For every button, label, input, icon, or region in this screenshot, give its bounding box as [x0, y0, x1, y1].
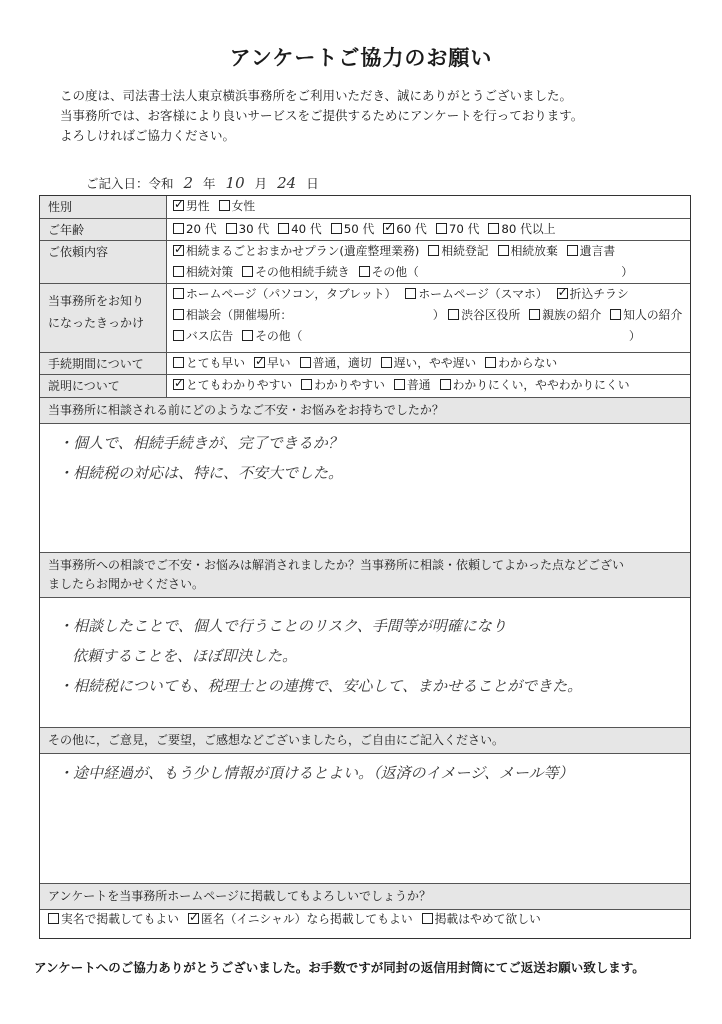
date-year-unit: 年: [203, 176, 216, 191]
label-source-line1: 当事務所をお知り: [48, 294, 145, 308]
checkbox-option[interactable]: [173, 308, 292, 322]
q1-answer-line: ・相続税の対応は、特に、不安大でした。: [58, 464, 344, 482]
row-gender: [40, 196, 690, 219]
checkbox-label: 相続対策: [186, 265, 234, 279]
row-request: [40, 241, 690, 284]
checkbox-option[interactable]: [381, 356, 477, 370]
checkbox-label: わかりやすい: [314, 378, 385, 392]
q4-section: [40, 884, 690, 938]
checkbox-option[interactable]: [485, 356, 557, 370]
checkbox-option[interactable]: [428, 244, 488, 258]
q1-answer-line: ・個人で、相続手続きが、完了できるか？: [58, 434, 343, 452]
checkbox-label: 70 代: [448, 222, 480, 236]
checkbox-option[interactable]: [301, 378, 385, 392]
q2-answer[interactable]: [58, 611, 680, 701]
options-gender: [167, 196, 690, 217]
checkbox-label: 80 代以上: [501, 222, 556, 236]
checkbox-option[interactable]: [173, 356, 245, 370]
checkbox-label: 40 代: [291, 222, 322, 236]
options-period: [167, 353, 690, 374]
label-source: [40, 284, 167, 352]
checkbox-option[interactable]: [173, 199, 210, 213]
label-age: ご年齢: [40, 219, 167, 240]
checkbox-label: 知人の紹介: [623, 308, 683, 322]
checkbox-option[interactable]: [394, 378, 431, 392]
checked-checkbox-icon[interactable]: [557, 288, 568, 299]
date-month-unit: 月: [254, 176, 268, 191]
checkbox-icon[interactable]: [173, 266, 184, 277]
checkbox-icon[interactable]: [529, 309, 540, 320]
checkbox-label: 折込チラシ: [569, 287, 629, 301]
checked-checkbox-icon[interactable]: [173, 379, 184, 390]
row-explain: [40, 375, 690, 398]
checkbox-icon[interactable]: [173, 223, 184, 234]
checkbox-label: 渋谷区役所: [461, 308, 521, 322]
checked-checkbox-icon[interactable]: [254, 357, 265, 368]
options-explain: [167, 375, 690, 396]
checkbox-label: 遅い，やや遅い: [393, 356, 477, 370]
label-source-line2: になったきっかけ: [48, 316, 145, 330]
checkbox-icon[interactable]: [301, 379, 312, 390]
intro-line: 当事務所では、お客様により良いサービスをご提供するためにアンケートを行っております。: [60, 108, 584, 123]
checkbox-label: 相続放棄: [510, 244, 558, 258]
source-line-2-a: [173, 308, 301, 322]
request-line-2: [173, 262, 690, 283]
survey-form: [39, 195, 691, 939]
q1-question: 当事務所に相談される前にどのようなご不安・お悩みをお持ちでしたか？: [40, 398, 690, 424]
label-explain: 説明について: [40, 375, 167, 397]
checkbox-label: バス広告: [186, 329, 234, 343]
q3-answer-line: ・途中経過が、もう少し情報が頂けるとよい。（返済のイメージ、メール等）: [58, 764, 574, 782]
checkbox-icon[interactable]: [242, 266, 253, 277]
row-age: [40, 219, 690, 241]
checkbox-label: わかりにくい，ややわかりにくい: [452, 378, 630, 392]
label-gender: 性別: [40, 196, 167, 218]
intro-text: [60, 86, 583, 146]
q1-answer[interactable]: [58, 428, 680, 488]
checkbox-option[interactable]: [188, 912, 413, 926]
checkbox-option[interactable]: [498, 244, 558, 258]
checkbox-label: その他（: [371, 265, 419, 279]
checkbox-option[interactable]: [173, 329, 233, 343]
checkbox-icon[interactable]: [428, 245, 439, 256]
checkbox-icon[interactable]: [242, 330, 253, 341]
checkbox-icon[interactable]: [359, 266, 370, 277]
checkbox-label: 遺言書: [579, 244, 616, 258]
row-period: [40, 353, 690, 375]
checkbox-option[interactable]: [422, 912, 541, 926]
checkbox-option[interactable]: [331, 222, 375, 236]
source-other-close: ）: [628, 329, 641, 343]
checkbox-icon[interactable]: [498, 245, 509, 256]
checkbox-icon[interactable]: [405, 288, 416, 299]
q3-section: [40, 728, 690, 884]
checkbox-option[interactable]: [242, 329, 302, 343]
q1-section: [40, 398, 690, 553]
checkbox-label: 普通，適切: [312, 356, 372, 370]
source-line-3: [173, 326, 690, 347]
date-day-unit: 日: [306, 176, 319, 191]
q2-answer-line: ・相談したことで、個人で行うことのリスク、手間等が明確になり: [58, 617, 507, 635]
checkbox-option[interactable]: [405, 287, 547, 301]
checkbox-option[interactable]: [488, 222, 555, 236]
q2-answer-line: 依頼することを、ほぼ即決した。: [72, 647, 298, 665]
checkbox-option[interactable]: [242, 265, 349, 279]
checkbox-label: 普通: [406, 378, 431, 392]
checkbox-label: その他相続手続き: [255, 265, 350, 279]
checkbox-option[interactable]: [557, 287, 629, 301]
row-source: [40, 284, 690, 353]
label-period: 手続期間について: [40, 353, 167, 374]
checkbox-option[interactable]: [173, 244, 419, 258]
checkbox-label: わからない: [498, 356, 558, 370]
checkbox-label: 親族の紹介: [542, 308, 602, 322]
checkbox-label: 相続まるごとおまかせプラン(遺産整理業務): [186, 244, 420, 258]
checkbox-icon[interactable]: [173, 309, 184, 320]
checkbox-icon[interactable]: [300, 357, 311, 368]
options-source: [167, 284, 690, 347]
checkbox-icon[interactable]: [440, 379, 451, 390]
checkbox-icon[interactable]: [488, 223, 499, 234]
checkbox-option[interactable]: [436, 222, 480, 236]
footer-text: アンケートへのご協力ありがとうございました。お手数ですが同封の返信用封筒にてご返送お願い致します。: [34, 960, 645, 975]
checkbox-option[interactable]: [359, 265, 419, 279]
seminar-close: ）: [432, 308, 445, 322]
q2-question-line1: 当事務所への相談でご不安・お悩みは解消されましたか？当事務所に相談・依頼してよかった点などござい: [48, 558, 625, 572]
checkbox-icon[interactable]: [381, 357, 392, 368]
checkbox-option[interactable]: [300, 356, 372, 370]
checkbox-label: 60 代: [396, 222, 427, 236]
checkbox-option[interactable]: [448, 308, 520, 322]
options-request: [167, 241, 690, 283]
date-month[interactable]: 10: [225, 174, 245, 192]
q4-options: [40, 909, 690, 930]
checkbox-label: 50 代: [343, 222, 375, 236]
checkbox-label: 女性: [231, 199, 256, 213]
q3-question: その他に，ご意見，ご要望，ご感想などございましたら，ご自由にご記入ください。: [40, 728, 690, 754]
entry-date: [86, 174, 319, 192]
q2-section: [40, 553, 690, 728]
checkbox-option[interactable]: [173, 222, 217, 236]
checkbox-icon[interactable]: [173, 288, 184, 299]
checkbox-option[interactable]: [440, 378, 630, 392]
checkbox-option[interactable]: [48, 912, 179, 926]
checkbox-label: 相続登記: [441, 244, 489, 258]
date-day[interactable]: 24: [277, 174, 297, 192]
checkbox-icon[interactable]: [394, 379, 405, 390]
q4-question: アンケートを当事務所ホームページに掲載してもよろしいでしょうか？: [40, 884, 690, 910]
checkbox-label: 実名で掲載してもよい: [61, 912, 179, 926]
checkbox-option[interactable]: [219, 199, 256, 213]
checkbox-label: とても早い: [186, 356, 245, 370]
checkbox-option[interactable]: [226, 222, 270, 236]
checkbox-option[interactable]: [173, 378, 292, 392]
checkbox-option[interactable]: [610, 308, 682, 322]
checkbox-option[interactable]: [254, 356, 291, 370]
label-request: ご依頼内容: [40, 241, 167, 283]
checkbox-label: とてもわかりやすい: [186, 378, 293, 392]
date-prefix: ご記入日：令和: [86, 176, 174, 191]
checkbox-label: ホームページ（スマホ）: [418, 287, 548, 301]
q2-question-line2: ましたらお聞かせください。: [48, 577, 205, 591]
page-title: アンケートご協力のお願い: [229, 46, 493, 70]
checkbox-option[interactable]: [529, 308, 601, 322]
checkbox-icon[interactable]: [485, 357, 496, 368]
intro-line: よろしければご協力ください。: [60, 128, 236, 143]
request-line-2-opts: [173, 265, 428, 279]
checkbox-icon[interactable]: [173, 330, 184, 341]
checked-checkbox-icon[interactable]: [383, 223, 394, 234]
checkbox-icon[interactable]: [278, 223, 289, 234]
checkbox-icon[interactable]: [173, 357, 184, 368]
checkbox-icon[interactable]: [226, 223, 237, 234]
checked-checkbox-icon[interactable]: [173, 200, 184, 211]
checkbox-icon[interactable]: [331, 223, 342, 234]
checkbox-icon[interactable]: [610, 309, 621, 320]
checkbox-icon[interactable]: [48, 913, 59, 924]
checkbox-icon[interactable]: [422, 913, 433, 924]
q2-question: [40, 553, 690, 598]
checkbox-icon[interactable]: [448, 309, 459, 320]
checkbox-label: 男性: [186, 199, 210, 213]
source-line-1: [173, 284, 690, 305]
checkbox-label: 早い: [267, 356, 291, 370]
checkbox-label: 20 代: [186, 222, 217, 236]
checkbox-option[interactable]: [173, 287, 396, 301]
source-line-2-b: [448, 308, 691, 322]
checkbox-option[interactable]: [567, 244, 615, 258]
checkbox-label: 匿名（イニシャル）なら掲載してもよい: [200, 912, 413, 926]
source-line-2: [173, 305, 690, 326]
checkbox-icon[interactable]: [567, 245, 578, 256]
checkbox-label: 掲載はやめて欲しい: [434, 912, 541, 926]
checkbox-label: 30 代: [238, 222, 270, 236]
checkbox-label: 相談会（開催場所：: [186, 308, 293, 322]
checked-checkbox-icon[interactable]: [188, 913, 199, 924]
checked-checkbox-icon[interactable]: [173, 245, 184, 256]
date-year[interactable]: 2: [183, 174, 194, 192]
checkbox-option[interactable]: [383, 222, 427, 236]
checkbox-icon[interactable]: [436, 223, 447, 234]
q2-answer-line: ・相続税についても、税理士との連携で、安心して、まかせることができた。: [58, 677, 583, 695]
source-line-3-opts: [173, 329, 311, 343]
checkbox-option[interactable]: [173, 265, 233, 279]
q3-answer[interactable]: [58, 758, 680, 788]
checkbox-icon[interactable]: [219, 200, 230, 211]
checkbox-label: ホームページ（パソコン，タブレット）: [186, 287, 397, 301]
request-line-1: [173, 241, 690, 262]
options-age: [167, 219, 690, 240]
checkbox-option[interactable]: [278, 222, 322, 236]
checkbox-label: その他（: [255, 329, 303, 343]
request-other-close: ）: [621, 265, 634, 279]
intro-line: この度は、司法書士法人東京横浜事務所をご利用いただき、誠にありがとうございました。: [60, 88, 573, 103]
